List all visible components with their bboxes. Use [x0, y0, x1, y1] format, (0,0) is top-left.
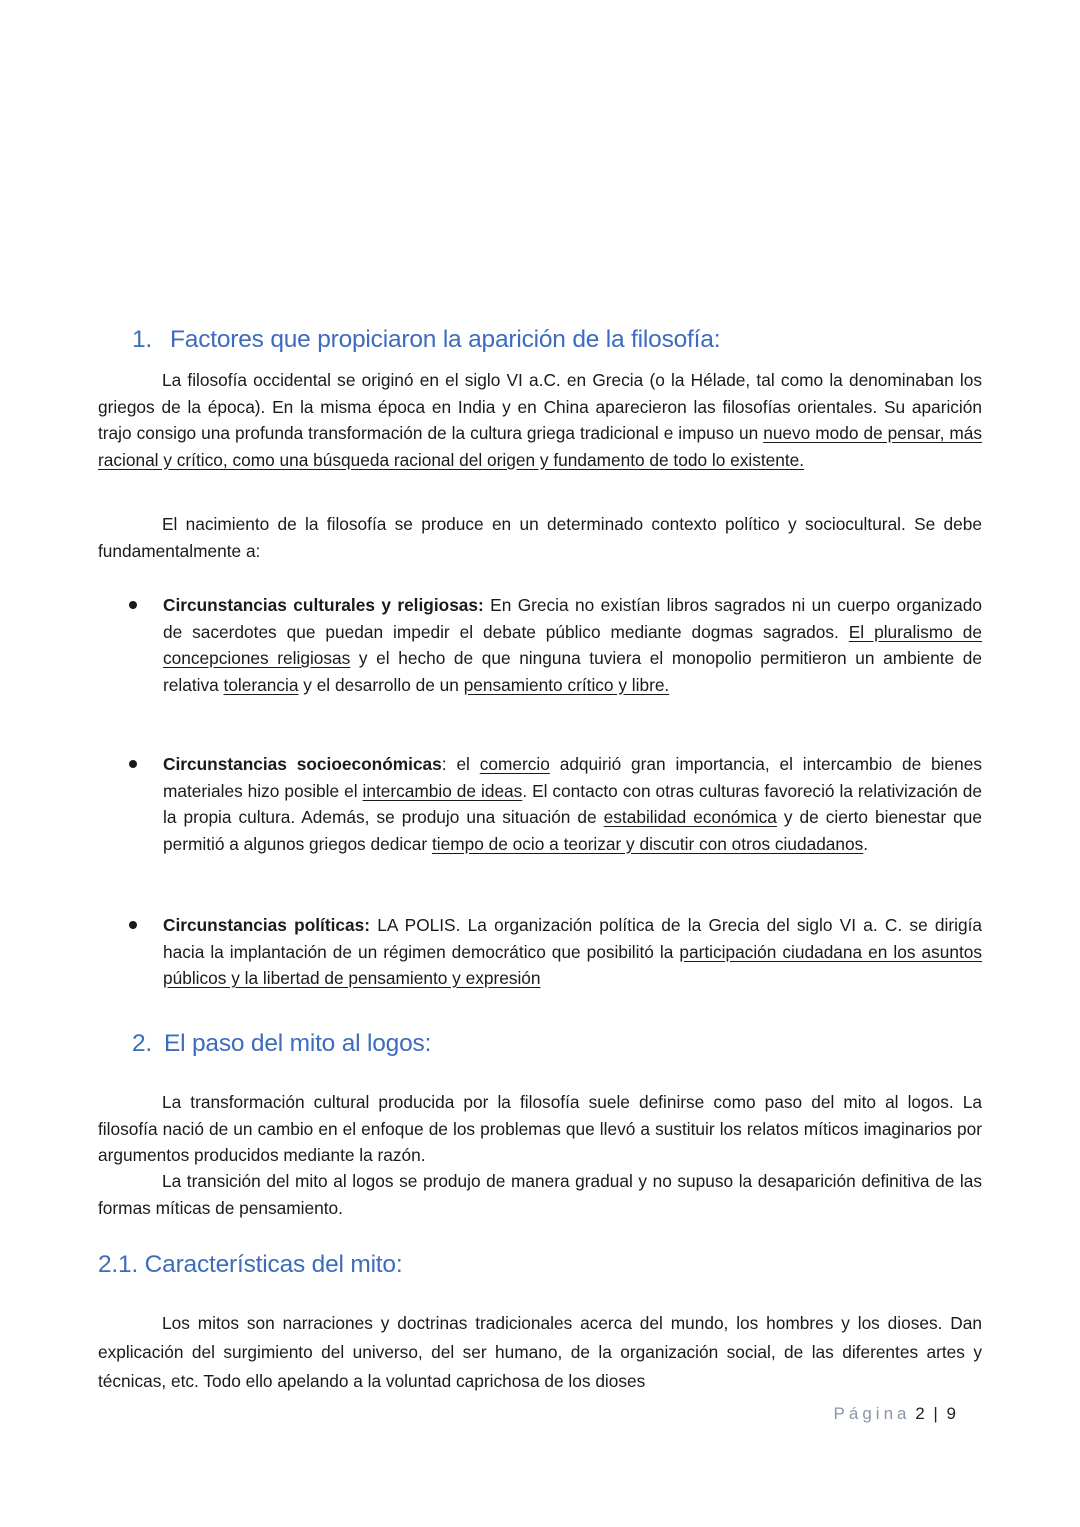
underlined-text: El pluralismo de concepciones religiosas [163, 621, 982, 668]
text-run: . [863, 833, 869, 854]
text-run: El nacimiento de la filosofía se produce en un determinado contexto político y sociocultural. Se debe fundamentalmente a: [98, 514, 982, 561]
bullet-icon [129, 601, 137, 609]
underlined-text: tolerancia [223, 674, 299, 695]
underlined-text: estabilidad económica [603, 807, 777, 827]
section-1-heading: 1. Factores que propiciaron la aparición de la filosofía: [132, 326, 721, 353]
text-run: y el desarrollo de un [298, 674, 464, 695]
paragraph [98, 367, 982, 473]
bullet-socioeconomic [163, 751, 982, 857]
paragraph [98, 1168, 982, 1221]
underlined-text: intercambio de ideas [362, 780, 523, 801]
page-footer: Página 2 | 9 [833, 1404, 958, 1423]
paragraph [98, 1309, 982, 1396]
paragraph [98, 1089, 982, 1169]
text-run: y el hecho de que ninguna tuviera el monopolio permitieron un ambiente de relativa [163, 648, 983, 695]
bullet-icon [129, 921, 137, 929]
text-run: : el [441, 754, 480, 774]
bold-term: Circunstancias culturales y religiosas: [163, 595, 484, 615]
bullet-icon [129, 760, 137, 768]
text-run: La transición del mito al logos se produjo de manera gradual y no supuso la desaparición definitiva de las formas míticas de pensamiento. [98, 1171, 982, 1218]
text-run: LA POLIS. La organización política de la Grecia del siglo VI a. C. se dirigía hacia la implantación de un régimen democrático que posibilitó la [163, 915, 982, 962]
bold-term: Circunstancias políticas: [163, 915, 370, 935]
section-2-heading: 2. El paso del mito al logos: [132, 1030, 432, 1057]
underlined-text: comercio [479, 754, 550, 774]
underlined-text: nuevo modo de pensar, más racional y crítico, como una búsqueda racional del origen y fundamento de todo lo existente. [98, 423, 983, 470]
text-run: Los mitos son narraciones y doctrinas tradicionales acerca del mundo, los hombres y los dioses. Dan explicación del surgimiento del universo, del ser humano, de la organización social, de las diferentes artes y técnicas, etc. Todo ello apelando a la voluntad caprichosa de los dioses [98, 1313, 982, 1391]
bullet-political [163, 912, 982, 992]
underlined-text: participación ciudadana en los asuntos públicos y la libertad de pensamiento y expresión [163, 941, 982, 988]
text-run: y de cierto bienestar que permitió a algunos griegos dedicar [163, 807, 982, 854]
text-run: La filosofía occidental se originó en el siglo VI a.C. en Grecia (o la Hélade, tal como la denominaban los griegos de la época). En la misma época en India y en China aparecieron las filosofías orientales. Su aparición trajo consigo una profunda transformación de la cultura griega tradicional e impuso un [98, 370, 982, 443]
text-run: La transformación cultural producida por la filosofía suele definirse como paso del mito al logos. La filosofía nació de un cambio en el enfoque de los problemas que llevó a sustituir los relatos míticos imaginarios por argumentos producidos mediante la razón. [98, 1092, 982, 1165]
underlined-text: pensamiento crítico y libre. [463, 674, 670, 695]
paragraph [98, 511, 982, 564]
text-run: adquirió gran importancia, el intercambio de bienes materiales hizo posible el [163, 754, 982, 801]
underlined-text: tiempo de ocio a teorizar y discutir con otros ciudadanos [431, 833, 864, 854]
section-2-1-heading: 2.1. Características del mito: [98, 1251, 403, 1278]
text-run: . El contacto con otras culturas favoreció la relativización de la propia cultura. Además, se produjo una situación de [163, 780, 982, 827]
bold-term: Circunstancias socioeconómicas [163, 754, 442, 774]
text-run: En Grecia no existían libros sagrados ni un cuerpo organizado de sacerdotes que puedan impedir el debate público mediante dogmas sagrados. [163, 595, 982, 642]
bullet-cultural [163, 592, 982, 698]
